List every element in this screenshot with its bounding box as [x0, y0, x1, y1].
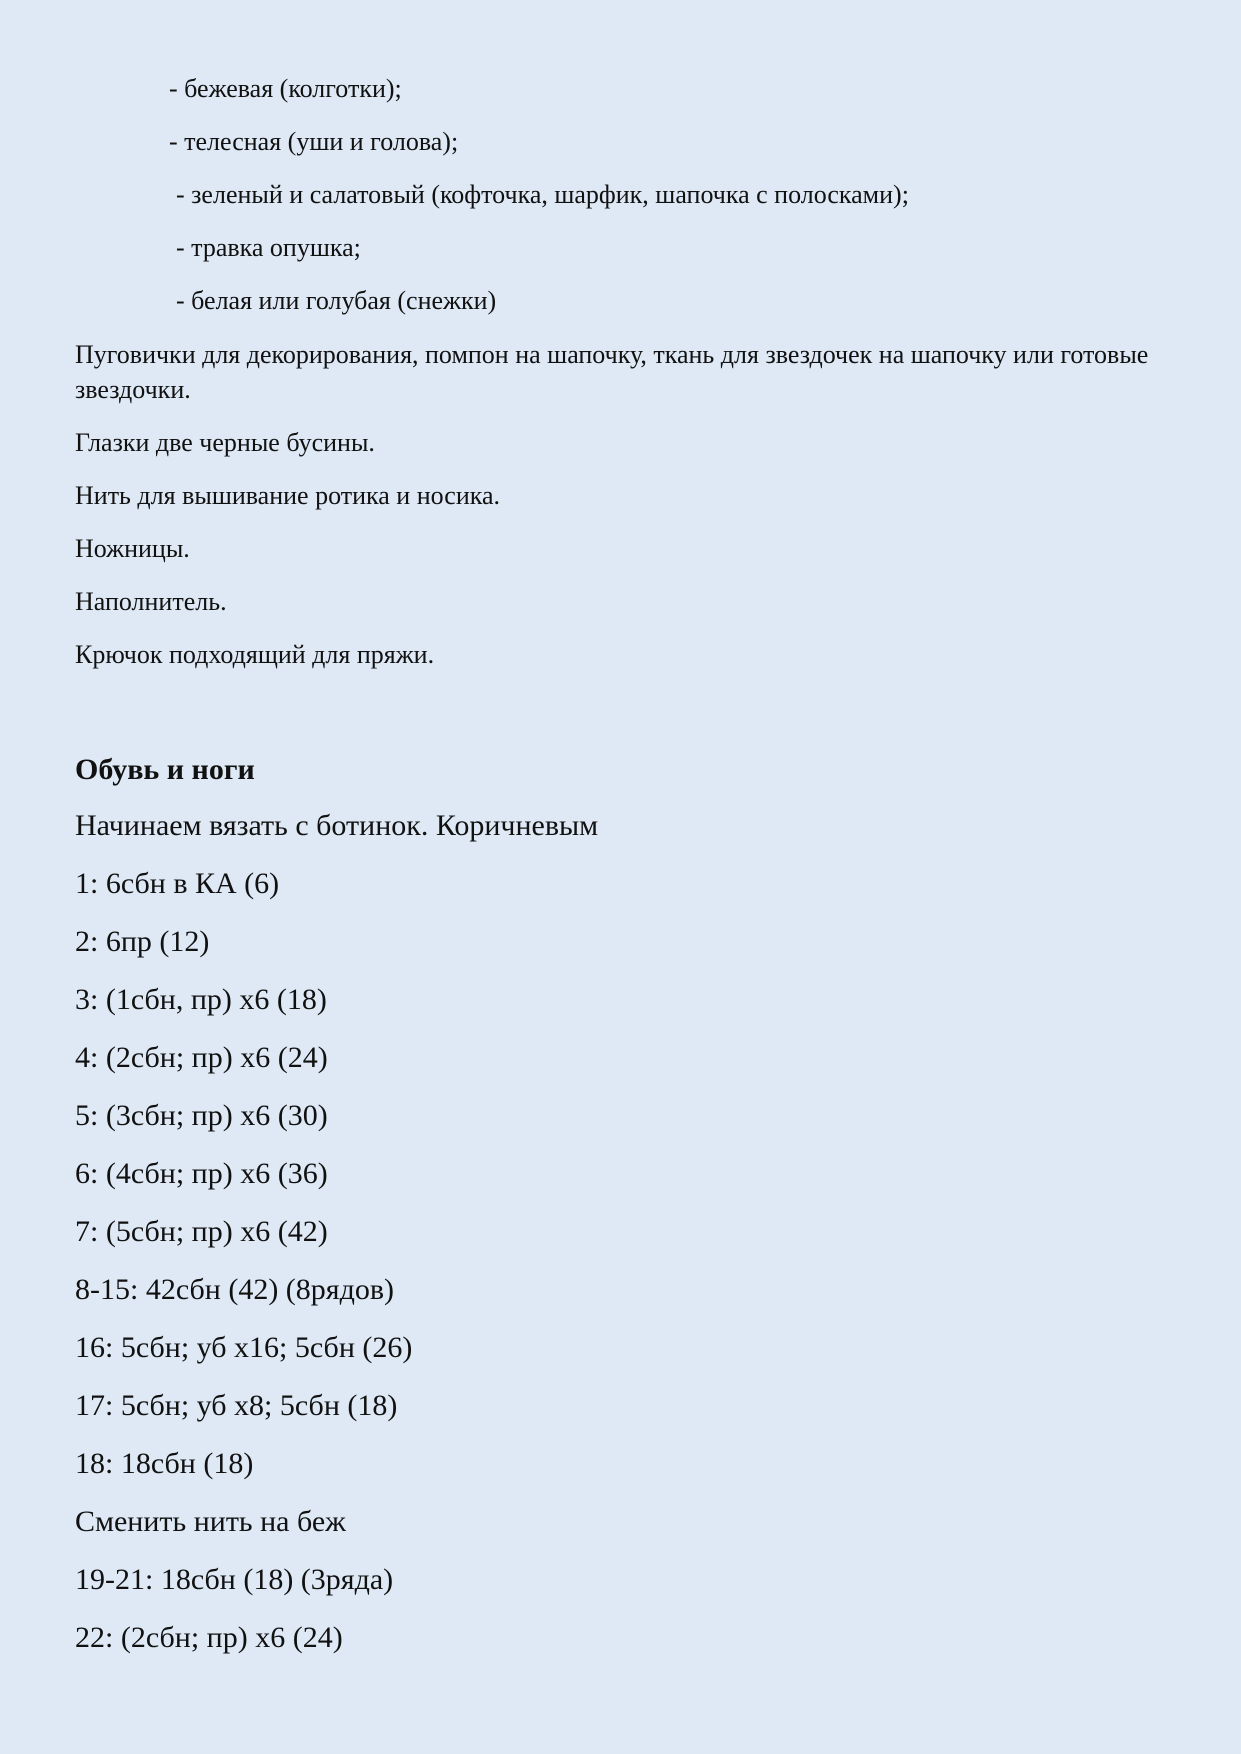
pattern-line: 22: (2сбн; пр) x6 (24) [75, 1621, 343, 1654]
pattern-line: 6: (4сбн; пр) x6 (36) [75, 1157, 328, 1190]
pattern-line: 1: 6сбн в КА (6) [75, 867, 280, 900]
pattern-line: Сменить нить на беж [75, 1505, 346, 1538]
yarn-color-item: - зеленый и салатовый (кофточка, шарфик, шапочка с полосками); [176, 180, 909, 209]
pattern-line: 4: (2сбн; пр) x6 (24) [75, 1041, 328, 1074]
material-paragraph: Крючок подходящий для пряжи. [75, 640, 435, 669]
pattern-line: 8-15: 42сбн (42) (8рядов) [75, 1273, 395, 1306]
yarn-color-list [169, 72, 1169, 337]
yarn-color-item: - телесная (уши и голова); [169, 127, 459, 156]
pattern-line: 17: 5сбн; уб x8; 5сбн (18) [75, 1389, 398, 1422]
material-paragraph: Глазки две черные бусины. [75, 428, 375, 457]
shoes-and-legs-section [75, 750, 1175, 1676]
yarn-color-item: - травка опушка; [176, 233, 361, 262]
pattern-line: 18: 18сбн (18) [75, 1447, 254, 1480]
yarn-color-item: - белая или голубая (снежки) [176, 286, 497, 315]
material-paragraph: Ножницы. [75, 534, 190, 563]
pattern-line: Начинаем вязать с ботинок. Коричневым [75, 809, 599, 842]
pattern-line: 2: 6пр (12) [75, 925, 210, 958]
yarn-color-item: - бежевая (колготки); [169, 74, 402, 103]
pattern-rows [75, 806, 1175, 1658]
material-paragraph: Нить для вышивание ротика и носика. [75, 481, 501, 510]
material-paragraph: Пуговички для декорирования, помпон на шапочку, ткань для звездочек на шапочку или готовые звездочки. [75, 340, 1149, 404]
material-paragraph: Наполнитель. [75, 587, 227, 616]
pattern-line: 3: (1сбн, пр) x6 (18) [75, 983, 327, 1016]
pattern-line: 5: (3сбн; пр) x6 (30) [75, 1099, 328, 1132]
section-heading: Обувь и ноги [75, 753, 255, 786]
pattern-line: 7: (5сбн; пр) x6 (42) [75, 1215, 328, 1248]
pattern-line: 19-21: 18сбн (18) (3ряда) [75, 1563, 394, 1596]
pattern-line: 16: 5сбн; уб x16; 5сбн (26) [75, 1331, 413, 1364]
materials-list [75, 337, 1185, 690]
